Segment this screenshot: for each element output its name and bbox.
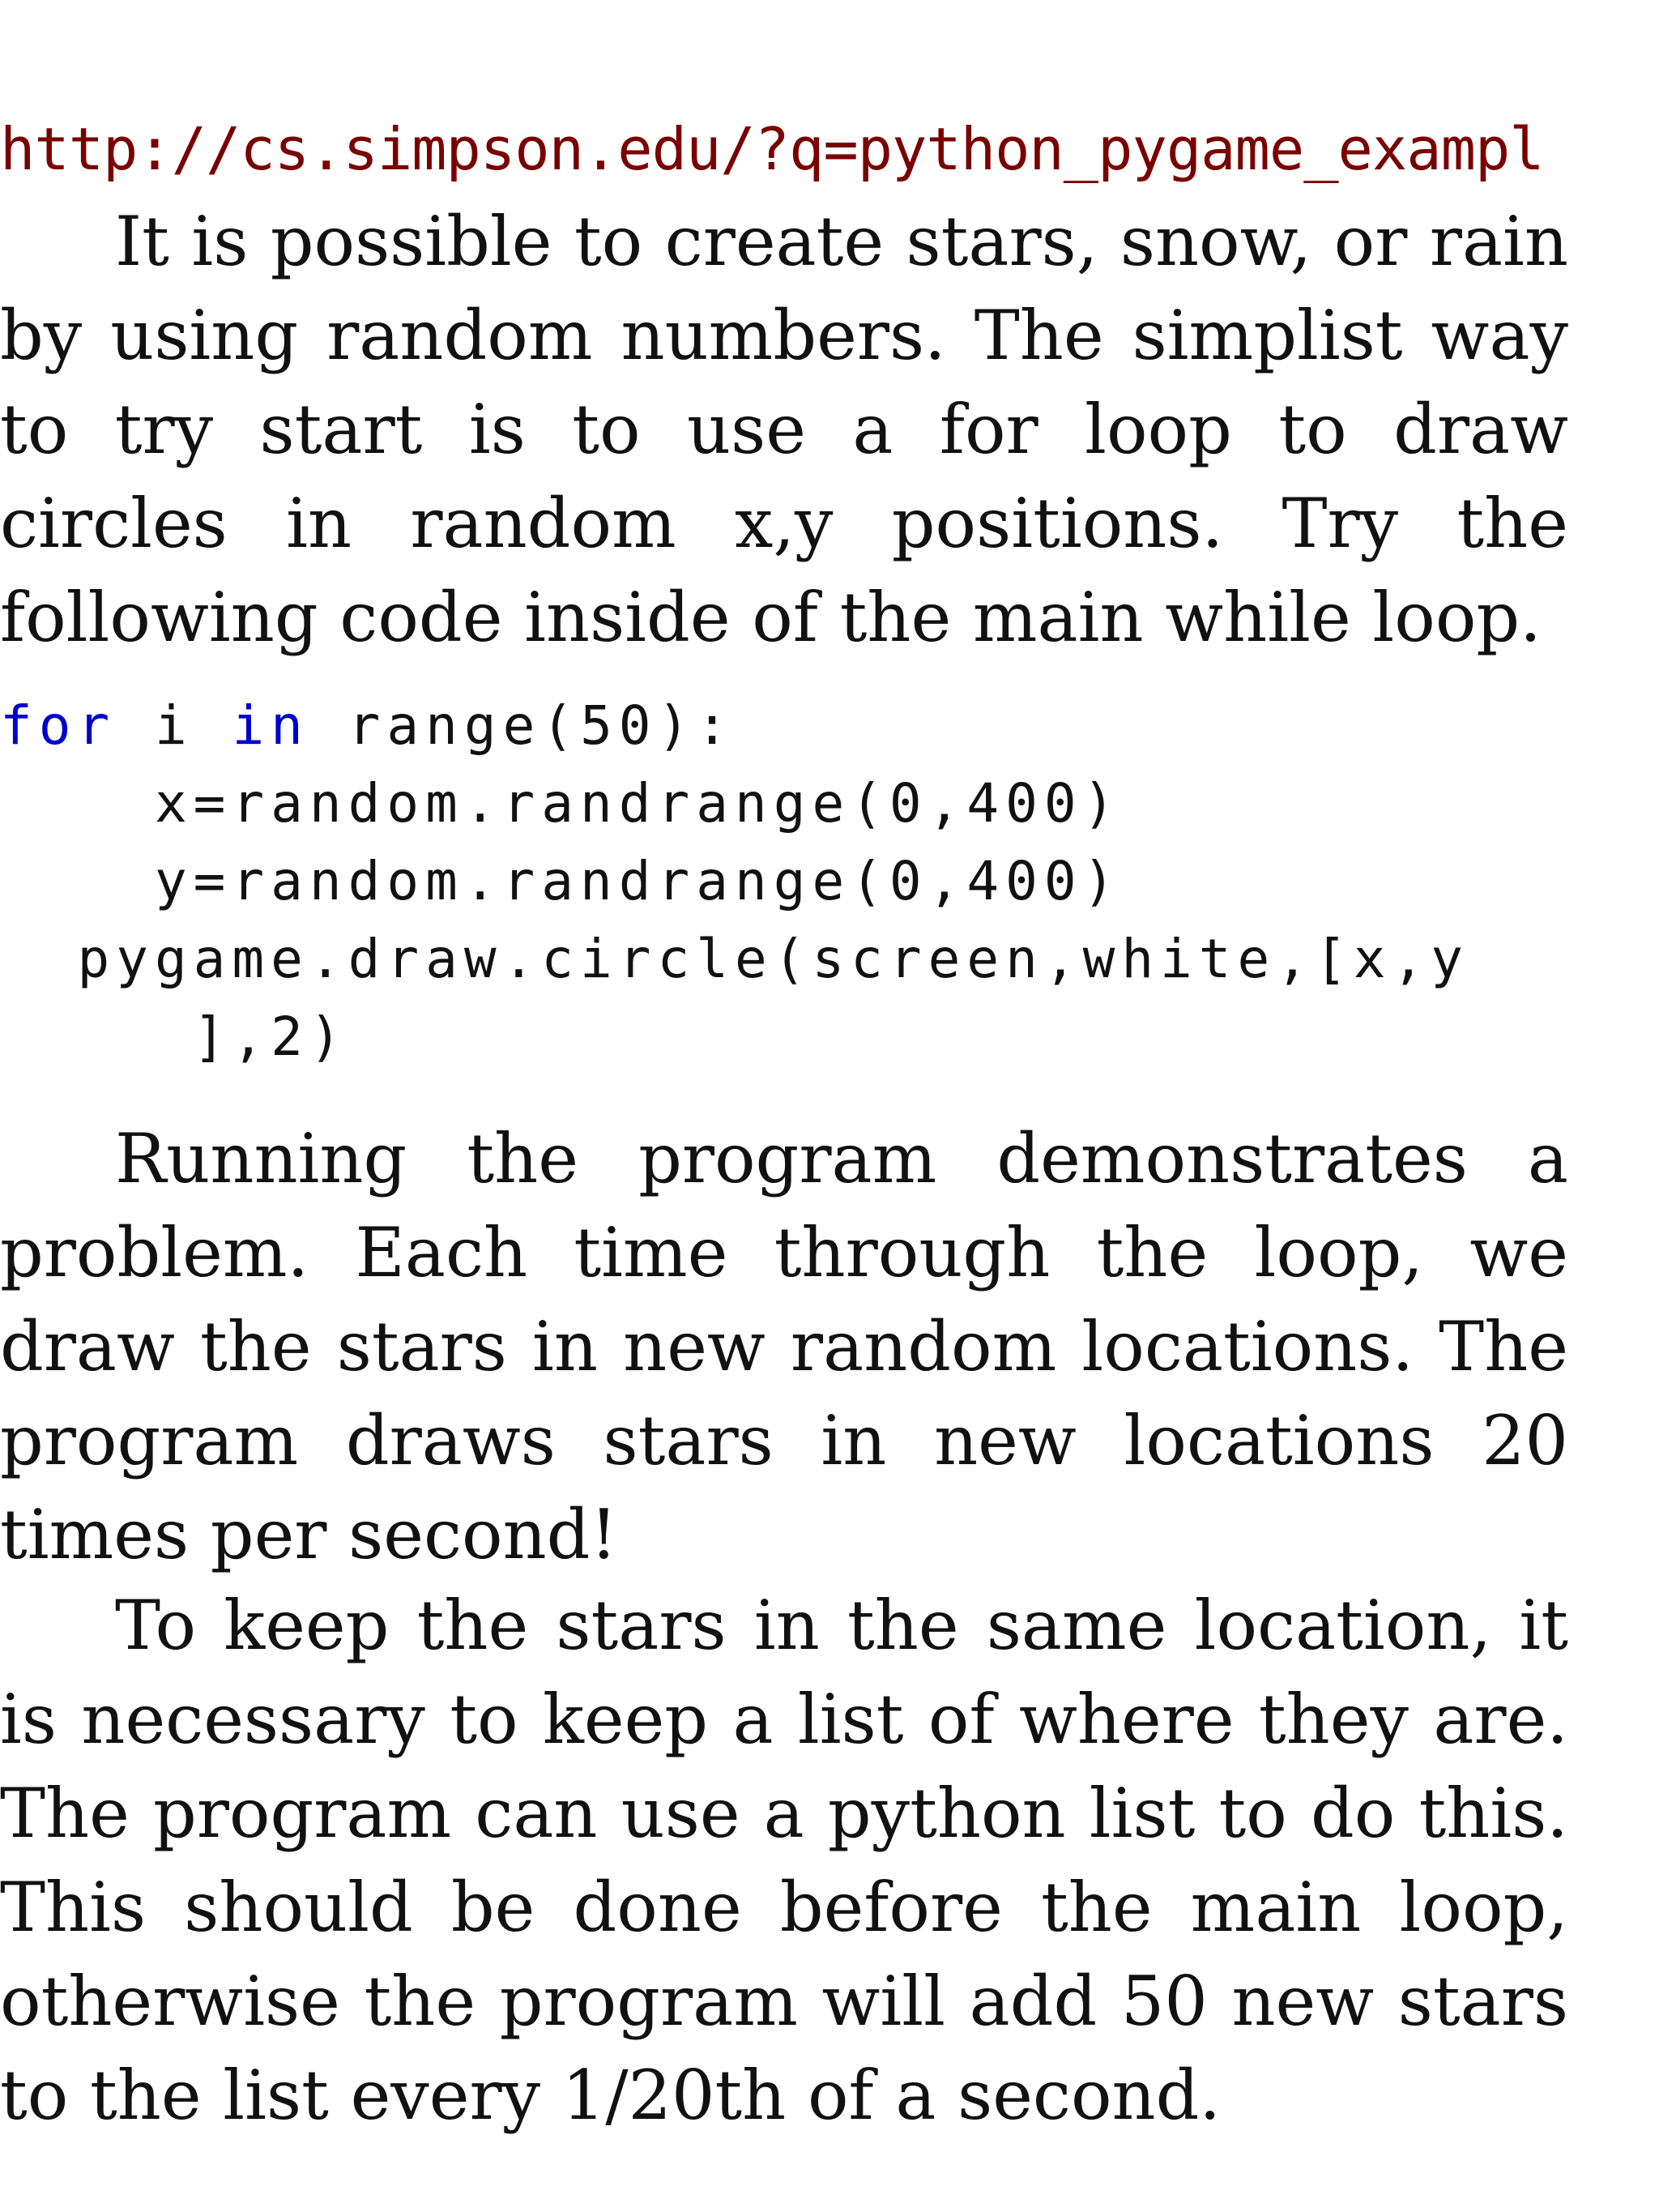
keyword-in: in xyxy=(232,694,309,757)
paragraph-solution: To keep the stars in the same location, it is necessary to keep a list of where they are. The program can use a python list to do this. This should be done before the main loop, otherwise the program will add 50 new stars to the list every 1/20th of a second. xyxy=(0,1586,1568,2135)
paragraph-problem: Running the program demonstrates a problem. Each time through the loop, we draw the stars in new random locations. The program draws stars in new locations 20 times per second! xyxy=(0,1119,1568,1574)
code-line-3: y=random.randrange(0,400) xyxy=(0,850,1122,912)
code-line-4: pygame.draw.circle(screen,white,[x,y xyxy=(0,928,1469,990)
code-listing xyxy=(0,687,1469,1076)
code-range-call: range(50): xyxy=(309,694,736,757)
code-line-2: x=random.randrange(0,400) xyxy=(0,772,1122,835)
keyword-for: for xyxy=(0,694,117,757)
source-url: http://cs.simpson.edu/?q=python_pygame_exampl xyxy=(0,115,1544,183)
code-variable: i xyxy=(116,694,232,757)
code-line-5: ],2) xyxy=(0,1006,348,1068)
paragraph-intro: It is possible to create stars, snow, or rain by using random numbers. The simplist way to try start is to use a for loop to draw circles in random x,y positions. Try the following code inside of the main while loop. xyxy=(0,202,1568,657)
code-line-1 xyxy=(0,687,1469,765)
